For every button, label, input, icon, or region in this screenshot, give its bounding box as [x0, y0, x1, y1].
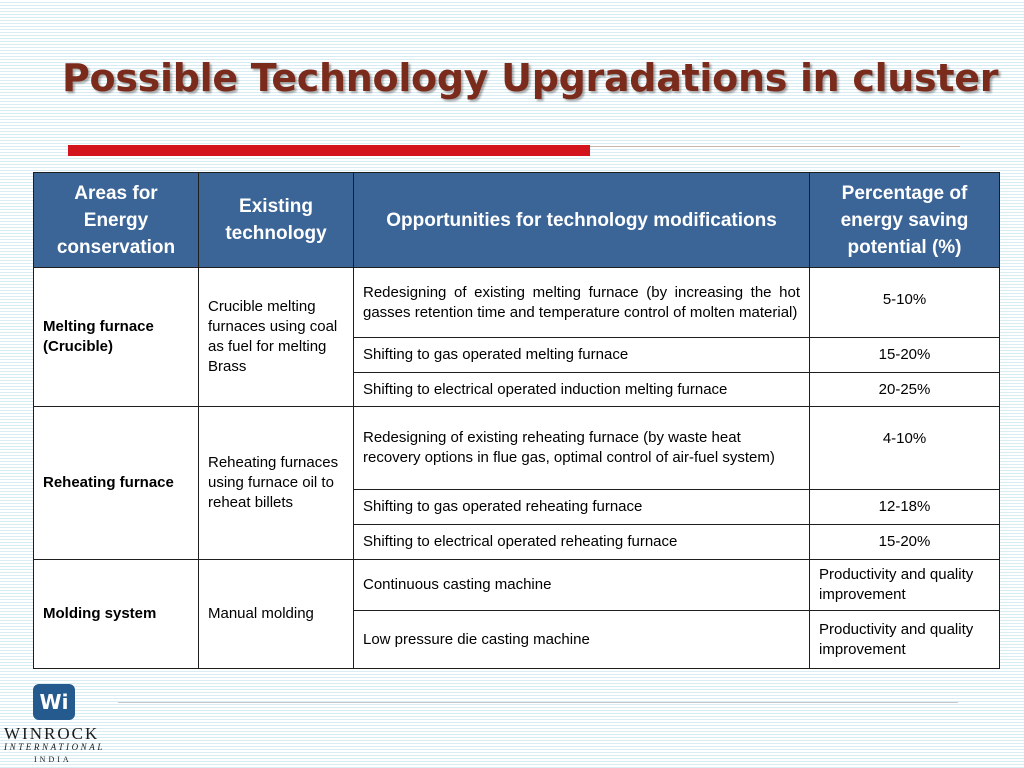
winrock-logo — [0, 684, 112, 768]
header-areas: Areas for Energy conservation — [34, 173, 199, 268]
slide-title: Possible Technology Upgradations in cluster — [62, 56, 999, 100]
existing-cell: Manual molding — [199, 560, 354, 669]
header-saving: Percentage of energy saving potential (%) — [810, 173, 1000, 268]
saving-cell: Productivity and quality improvement — [810, 560, 1000, 611]
header-existing: Existing technology — [199, 173, 354, 268]
area-cell: Molding system — [34, 560, 199, 669]
table-row — [34, 268, 1000, 338]
opportunity-cell: Low pressure die casting machine — [354, 611, 810, 669]
opportunity-cell: Continuous casting machine — [354, 560, 810, 611]
title-underline-accent — [68, 145, 590, 156]
area-cell: Melting furnace (Crucible) — [34, 268, 199, 407]
table-header-row — [34, 173, 1000, 268]
winrock-logo-name: WINROCK — [4, 724, 100, 743]
opportunity-cell: Shifting to electrical operated induction melting furnace — [354, 373, 810, 407]
saving-cell: 12-18% — [810, 490, 1000, 525]
existing-cell: Crucible melting furnaces using coal as fuel for melting Brass — [199, 268, 354, 407]
opportunity-cell: Redesigning of existing melting furnace (by increasing the hot gasses retention time and temperature control of molten material) — [354, 268, 810, 338]
saving-cell: 15-20% — [810, 525, 1000, 560]
saving-cell: 15-20% — [810, 338, 1000, 373]
opportunity-cell: Shifting to gas operated reheating furnace — [354, 490, 810, 525]
winrock-logo-subtitle: INTERNATIONAL — [4, 742, 105, 752]
table-row — [34, 560, 1000, 611]
saving-cell: 4-10% — [810, 407, 1000, 490]
opportunity-cell: Shifting to gas operated melting furnace — [354, 338, 810, 373]
header-opportunities: Opportunities for technology modifications — [354, 173, 810, 268]
title-underline-thin — [590, 146, 960, 147]
opportunity-cell: Shifting to electrical operated reheating furnace — [354, 525, 810, 560]
area-cell: Reheating furnace — [34, 407, 199, 560]
technology-upgrade-table — [33, 172, 1000, 669]
winrock-logo-country: INDIA — [34, 755, 72, 764]
saving-cell: 5-10% — [810, 268, 1000, 338]
saving-cell: Productivity and quality improvement — [810, 611, 1000, 669]
winrock-logo-mark: Wi — [33, 684, 75, 720]
saving-cell: 20-25% — [810, 373, 1000, 407]
opportunity-cell: Redesigning of existing reheating furnace (by waste heat recovery options in flue gas, optimal control of air-fuel system) — [354, 407, 810, 490]
table-row — [34, 407, 1000, 490]
existing-cell: Reheating furnaces using furnace oil to reheat billets — [199, 407, 354, 560]
footer-divider — [118, 702, 958, 703]
